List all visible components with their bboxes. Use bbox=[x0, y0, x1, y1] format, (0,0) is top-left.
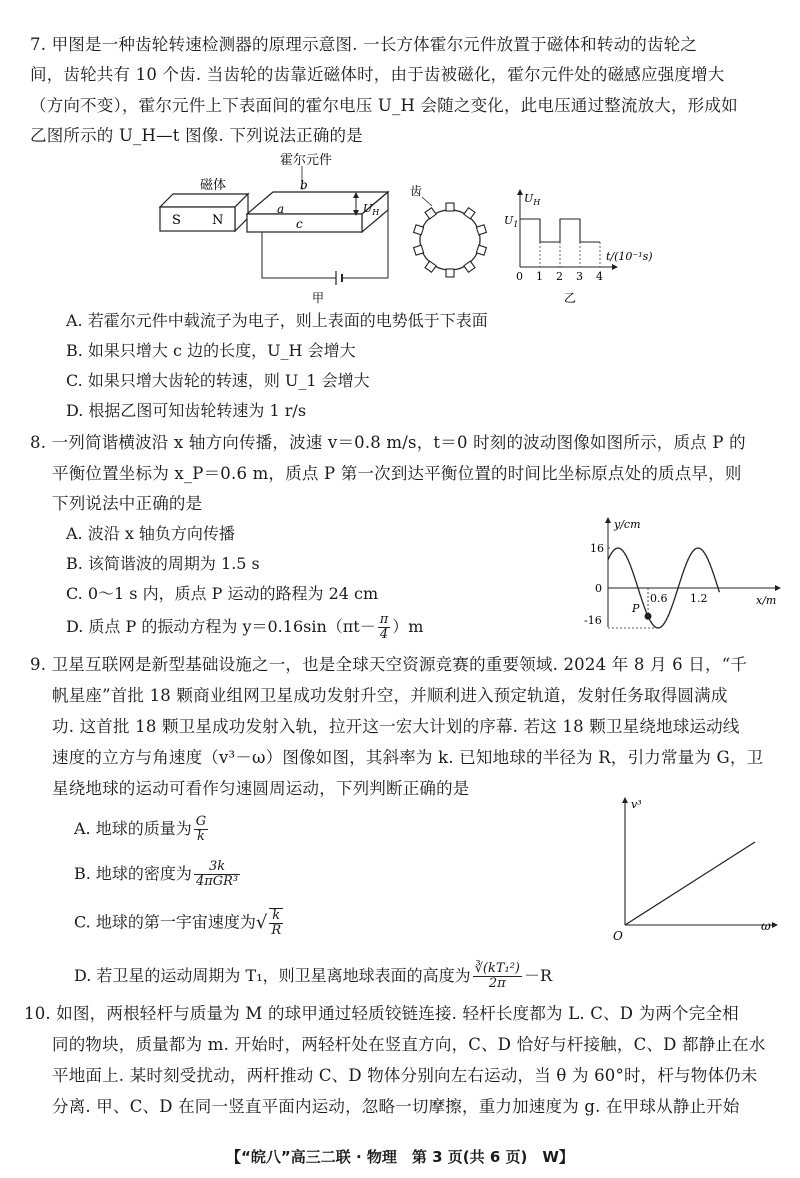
uh-t-graph bbox=[504, 189, 653, 305]
q9-d-num: ∛(kT₁²) bbox=[474, 961, 521, 976]
label-jia: 甲 bbox=[312, 291, 325, 305]
wave-xtick-06: 0.6 bbox=[650, 592, 668, 605]
q8-option-d-tail: ）m bbox=[392, 617, 424, 636]
q7-option-a: A. 若霍尔元件中载流子为电子，则上表面的电势低于下表面 bbox=[66, 311, 488, 330]
q7-line-2: 间，齿轮共有 10 个齿. 当齿轮的齿靠近磁体时，由于齿被磁化，霍尔元件处的磁感应强度增大 bbox=[30, 65, 725, 84]
magnet-label: 磁体 bbox=[200, 178, 227, 193]
q7-option-d: D. 根据乙图可知齿轮转速为 1 r/s bbox=[66, 401, 307, 420]
q9-option-c-text: C. 地球的第一宇宙速度为 bbox=[74, 912, 256, 932]
q9-option-b bbox=[74, 860, 242, 889]
q9-line-4: 速度的立方与角速度（v³－ω）图像如图，其斜率为 k. 已知地球的半径为 R，引力常量为 G，卫 bbox=[52, 748, 764, 767]
q7-figure bbox=[150, 152, 670, 307]
q9-c-den: R bbox=[271, 923, 282, 938]
uh-label: $U_H$ bbox=[363, 202, 380, 217]
q8-d-frac-den: 4 bbox=[379, 627, 389, 642]
gear bbox=[410, 183, 486, 277]
q9-option-a-text: A. 地球的质量为 bbox=[74, 819, 192, 838]
q9-option-c: C. 地球的第一宇宙速度为√ $\frac{k}{R}$ bbox=[74, 908, 282, 938]
q8-line-1: 8. 一列简谐横波沿 x 轴方向传播，波速 v＝0.8 m/s，t＝0 时刻的波动图像如图所示，质点 P 的 bbox=[30, 433, 746, 452]
q9-d-den: 2π bbox=[488, 976, 506, 991]
q7-option-b: B. 如果只增大 c 边的长度，U_H 会增大 bbox=[66, 341, 356, 360]
q9-option-d-tail: －R bbox=[524, 966, 553, 985]
point-p bbox=[645, 613, 652, 620]
magnet bbox=[160, 177, 248, 231]
tick-4: 4 bbox=[596, 270, 603, 283]
wave-ytick-neg16: -16 bbox=[584, 614, 602, 627]
q8-d-frac-num: π bbox=[379, 612, 389, 627]
hall-element bbox=[247, 153, 388, 232]
label-yi: 乙 bbox=[564, 291, 577, 305]
gear-label: 齿 bbox=[410, 184, 423, 198]
edge-a-label: a bbox=[277, 202, 285, 216]
tick-1: 1 bbox=[536, 270, 543, 283]
tick-2: 2 bbox=[556, 270, 563, 283]
q9-option-a bbox=[74, 815, 210, 844]
graph-u1-label: $U_1$ bbox=[504, 214, 519, 229]
q8-option-c: C. 0～1 s 内，质点 P 运动的路程为 24 cm bbox=[66, 584, 379, 603]
q9-a-den: k bbox=[196, 829, 205, 844]
magnet-n-label: N bbox=[212, 213, 224, 228]
q7-option-c: C. 如果只增大齿轮的转速，则 U_1 会增大 bbox=[66, 371, 370, 390]
q9-line-5: 星绕地球的运动可看作匀速圆周运动，下列判断正确的是 bbox=[52, 779, 470, 798]
q8-option-a: A. 波沿 x 轴负方向传播 bbox=[66, 524, 235, 543]
q8-line-2: 平衡位置坐标为 x_P＝0.6 m，质点 P 第一次到达平衡位置的时间比坐标原点处的质点早，则 bbox=[52, 464, 742, 483]
graph-t-label: t/(10⁻¹s) bbox=[606, 250, 653, 263]
wave-ytick-16: 16 bbox=[590, 542, 604, 555]
q8-wave-chart bbox=[578, 512, 788, 630]
q9-c-num: k bbox=[269, 909, 283, 924]
q9-option-b-text: B. 地球的密度为 bbox=[74, 864, 192, 883]
graph-y-label: $U_H$ bbox=[524, 192, 541, 207]
q9-line-2: 帆星座”首批 18 颗商业组网卫星成功发射升空，并顺利进入预定轨道，发射任务取得圆满成 bbox=[52, 686, 728, 705]
q10-line-4: 分离. 甲、C、D 在同一竖直平面内运动，忽略一切摩擦，重力加速度为 g. 在甲球从静止开始 bbox=[52, 1097, 740, 1116]
q8-option-d-text: D. 质点 P 的振动方程为 y＝0.16sin（πt－ bbox=[66, 617, 376, 636]
edge-c-label: c bbox=[296, 217, 303, 231]
tick-0: 0 bbox=[516, 270, 523, 283]
q10-line-2: 同的物块，质量都为 m. 开始时，两轻杆处在竖直方向，C、D 恰好与杆接触，C、D 都静止在水 bbox=[52, 1035, 766, 1054]
q9-option-d bbox=[74, 962, 552, 991]
q9-v3-omega-chart bbox=[605, 790, 785, 945]
q10-line-3: 平地面上. 某时刻受扰动，两杆推动 C、D 物体分别向左右运动，当 θ 为 60°时，杆与物体仍未 bbox=[52, 1066, 758, 1085]
point-p-label: P bbox=[632, 602, 640, 615]
q7-line-1: 7. 甲图是一种齿轮转速检测器的原理示意图. 一长方体霍尔元件放置于磁体和转动的齿轮之 bbox=[30, 35, 698, 54]
q9-line-3: 功. 这首批 18 颗卫星成功发射入轨，拉开这一宏大计划的序幕. 若这 18 颗卫星绕地球运动线 bbox=[52, 717, 740, 736]
q9-a-num: G bbox=[195, 814, 207, 829]
origin-label: O bbox=[613, 929, 623, 943]
v3-omega-line bbox=[625, 842, 755, 925]
q9-option-d-text: D. 若卫星的运动周期为 T₁，则卫星离地球表面的高度为 bbox=[74, 966, 471, 985]
edge-b-label: b bbox=[300, 178, 308, 192]
page-footer: 【“皖八”高三二联 · 物理 第 3 页(共 6 页) W】 bbox=[226, 1148, 574, 1166]
hall-label: 霍尔元件 bbox=[280, 153, 333, 168]
wave-ytick-0: 0 bbox=[595, 582, 602, 595]
magnet-s-label: S bbox=[172, 213, 181, 228]
q8-line-3: 下列说法中正确的是 bbox=[52, 494, 203, 513]
q9-b-num: 3k bbox=[194, 860, 240, 875]
wave-ylabel: y/cm bbox=[614, 518, 641, 531]
tick-3: 3 bbox=[576, 270, 583, 283]
q9-line-1: 9. 卫星互联网是新型基础设施之一，也是全球天空资源竞赛的重要领域. 2024 年 8 月 6 日，“千 bbox=[30, 655, 748, 674]
q7-line-4: 乙图所示的 U_H—t 图像. 下列说法正确的是 bbox=[30, 126, 363, 145]
q8-option-b: B. 该简谐波的周期为 1.5 s bbox=[66, 554, 260, 573]
q8-option-d bbox=[66, 613, 423, 642]
q7-line-3: （方向不变），霍尔元件上下表面间的霍尔电压 U_H 会随之变化，此电压通过整流放大，形成如 bbox=[30, 96, 738, 115]
q10-line-1: 10. 如图，两根轻杆与质量为 M 的球甲通过轻质铰链连接. 轻杆长度都为 L. C、D 为两个完全相 bbox=[24, 1004, 739, 1023]
wave-xlabel: x/m bbox=[756, 594, 777, 607]
omega-label: ω bbox=[761, 919, 771, 933]
v3-label: v³ bbox=[631, 798, 642, 811]
q9-b-den: 4πGR³ bbox=[195, 874, 239, 889]
wave-xtick-12: 1.2 bbox=[690, 592, 708, 605]
